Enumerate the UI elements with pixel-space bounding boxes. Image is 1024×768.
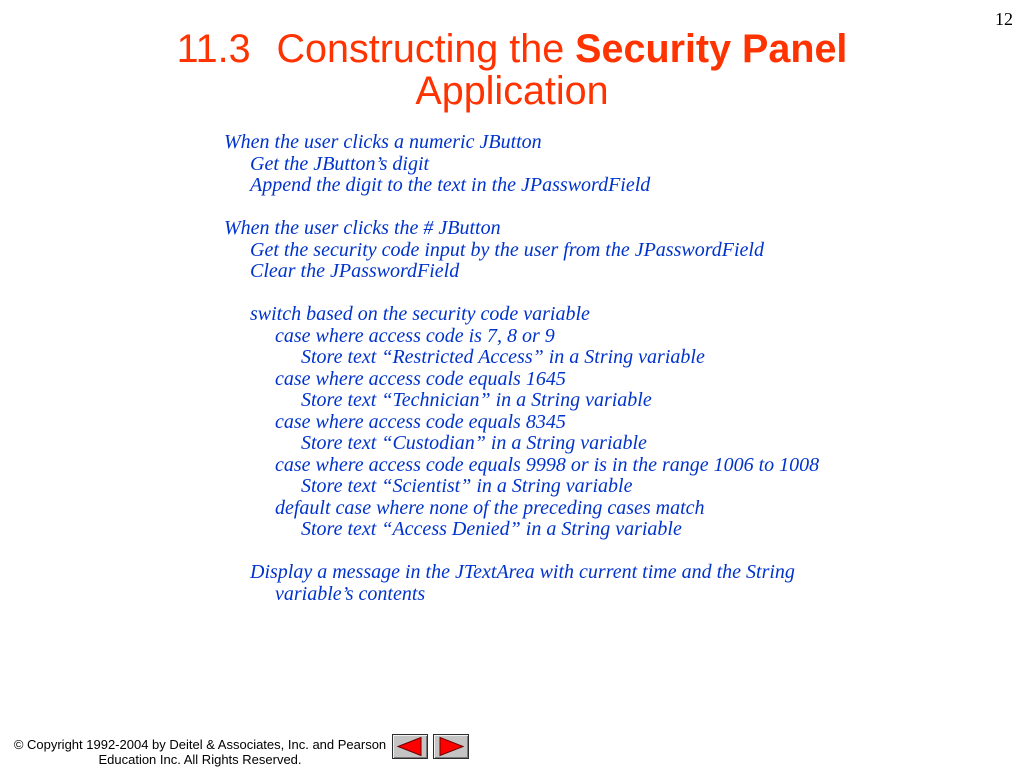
section-number: 11.3 — [176, 27, 251, 71]
case-action: Store text “Technician” in a String variable — [301, 389, 652, 411]
case-condition: case where access code equals 1645 — [275, 367, 566, 390]
display-step: Display a message in the JTextArea with current time and the String — [250, 561, 795, 583]
numeric-button-step: Get the JButton’s digit — [250, 152, 430, 175]
case-condition: case where access code equals 9998 or is in the range 1006 to 1008 — [275, 453, 820, 476]
copyright-line: © Copyright 1992-2004 by Deitel & Associates, Inc. and Pearson — [13, 737, 387, 752]
previous-slide-button[interactable] — [392, 734, 428, 759]
previous-slide-icon — [393, 735, 427, 758]
hash-button-step: Get the security code input by the user from the JPasswordField — [250, 238, 764, 261]
display-step-continuation: variable’s contents — [275, 582, 426, 605]
slide-title — [0, 28, 1024, 112]
title-prefix: Constructing the — [276, 27, 565, 71]
pseudocode-spacer — [224, 541, 819, 563]
pseudocode-block — [224, 132, 819, 605]
title-line-main — [0, 28, 1024, 70]
case-action: Store text “Custodian” in a String variable — [301, 432, 647, 454]
case-action: Store text “Access Denied” in a String variable — [301, 518, 682, 540]
case-condition: case where access code equals 8345 — [275, 410, 566, 433]
pseudocode-spacer — [224, 283, 819, 305]
numeric-button-trigger: When the user clicks a numeric JButton — [224, 131, 542, 153]
case-condition: case where access code is 7, 8 or 9 — [275, 324, 555, 347]
next-slide-icon — [434, 735, 468, 758]
copyright-notice — [8, 737, 392, 767]
hash-button-step: Clear the JPasswordField — [250, 260, 460, 282]
switch-header: switch based on the security code variable — [250, 303, 590, 325]
hash-button-trigger: When the user clicks the # JButton — [224, 217, 501, 239]
case-action: Store text “Scientist” in a String variable — [301, 475, 633, 497]
slide-page-number: 12 — [995, 9, 1013, 29]
copyright-line: Education Inc. All Rights Reserved. — [98, 752, 302, 767]
title-emphasis: Security Panel — [575, 27, 848, 71]
pseudocode-spacer — [224, 197, 819, 219]
case-action: Store text “Restricted Access” in a String variable — [301, 346, 705, 368]
default-case-condition: default case where none of the preceding cases match — [275, 496, 705, 519]
next-slide-button[interactable] — [433, 734, 469, 759]
title-suffix: Application — [415, 69, 609, 113]
numeric-button-step: Append the digit to the text in the JPasswordField — [250, 174, 651, 196]
